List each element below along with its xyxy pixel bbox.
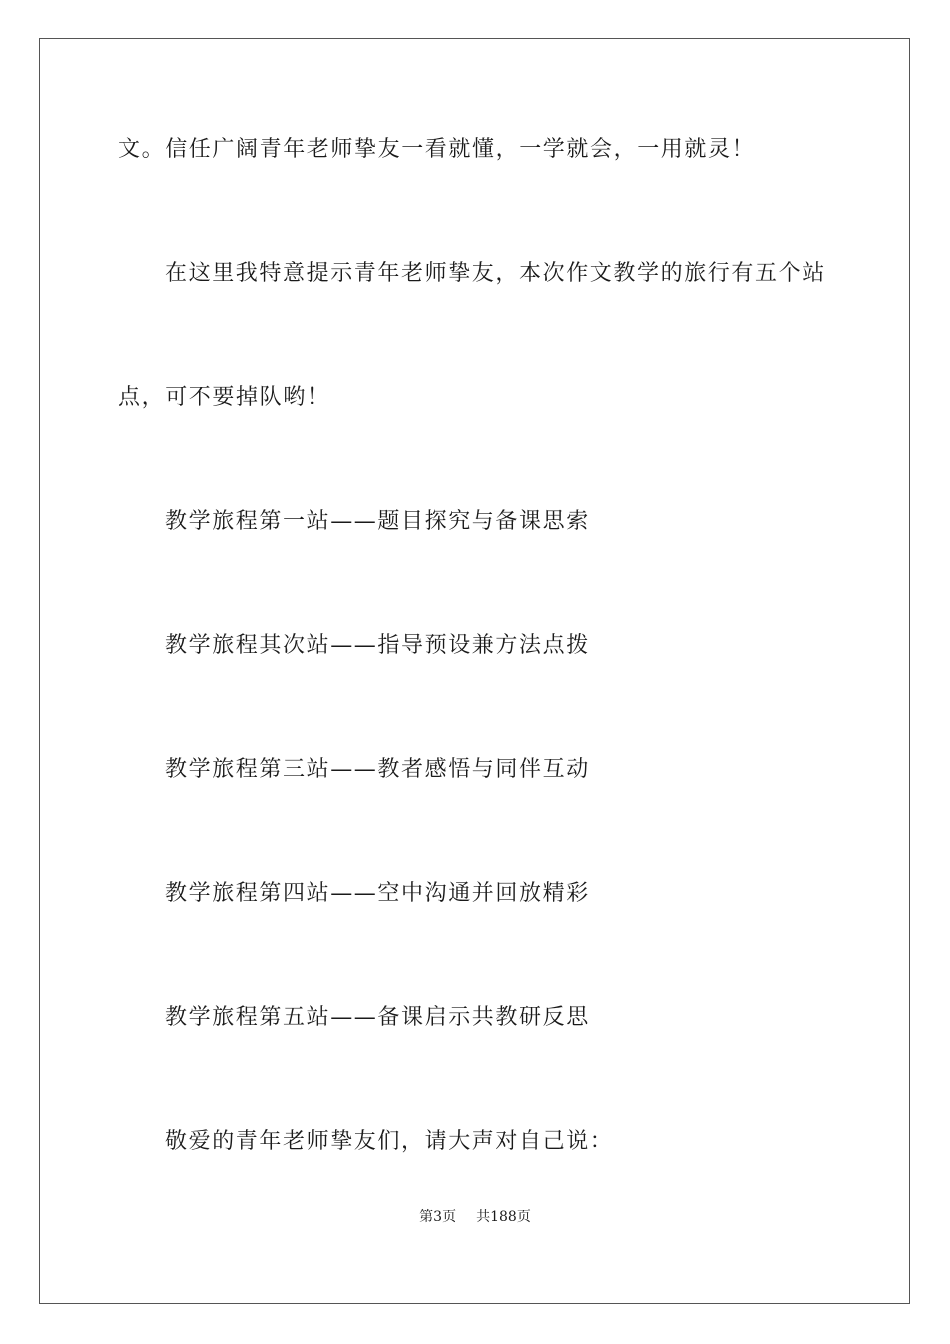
paragraph-continuation: 文。信任广阔青年老师挚友一看就懂，一学就会，一用就灵！ bbox=[118, 137, 756, 162]
paragraph-intro-continued: 点，可不要掉队哟！ bbox=[118, 385, 331, 410]
paragraph-intro: 在这里我特意提示青年老师挚友，本次作文教学的旅行有五个站 bbox=[165, 261, 826, 286]
page-total: 共188页 bbox=[476, 1209, 531, 1225]
journey-stop-1: 教学旅程第一站——题目探究与备课思索 bbox=[165, 509, 590, 534]
journey-stop-5: 教学旅程第五站——备课启示共教研反思 bbox=[165, 1005, 590, 1030]
page-number: 第3页 bbox=[419, 1209, 457, 1225]
journey-stop-2: 教学旅程其次站——指导预设兼方法点拨 bbox=[165, 633, 590, 658]
journey-stop-4: 教学旅程第四站——空中沟通并回放精彩 bbox=[165, 881, 590, 906]
closing-paragraph: 敬爱的青年老师挚友们，请大声对自己说： bbox=[165, 1129, 614, 1154]
page-frame bbox=[39, 38, 910, 1304]
page-footer bbox=[0, 1207, 950, 1227]
journey-stop-3: 教学旅程第三站——教者感悟与同伴互动 bbox=[165, 757, 590, 782]
